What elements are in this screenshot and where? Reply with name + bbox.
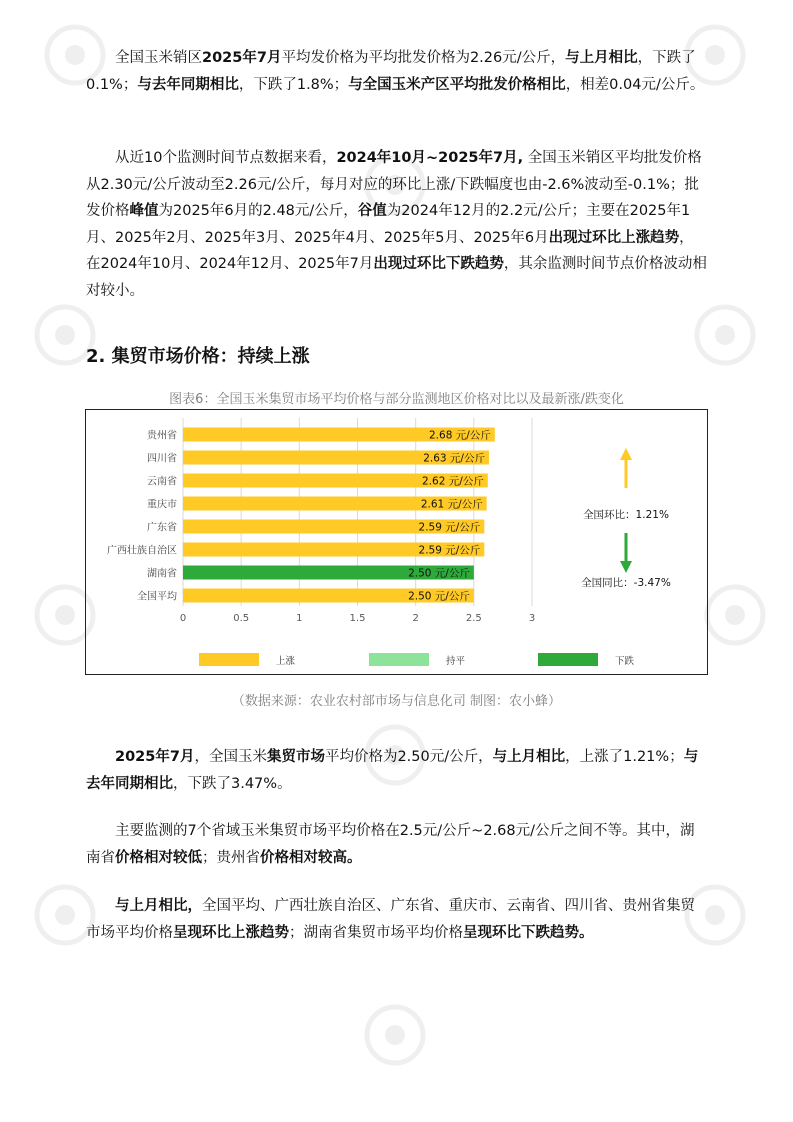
bar-chart-svg <box>86 410 707 674</box>
x-tick-label: 0.5 <box>233 613 250 624</box>
down-arrow-head <box>620 561 632 573</box>
legend-label: 下跌 <box>615 656 635 667</box>
x-tick-label: 1 <box>296 613 303 624</box>
legend-swatch <box>369 653 429 666</box>
bar-data-label: 2.62 元/公斤 <box>422 475 484 488</box>
paragraph-mom-trend: 与上月相比，全国平均、广西壮族自治区、广东省、重庆市、云南省、四川省、贵州省集贸市场平均价格呈现环比上涨趋势；湖南省集贸市场平均价格呈现环比下跌趋势。 <box>86 898 695 941</box>
legend-swatch <box>199 653 259 666</box>
bar-data-label: 2.63 元/公斤 <box>423 452 485 465</box>
paragraph-trend-analysis: 从近10个监测时间节点数据来看，2024年10月~2025年7月, 全国玉米销区平均批发价格从2.30元/公斤波动至2.26元/公斤，每月对应的环比上涨/下跌幅度也由-2.6%波动至-0.1%；批发价格峰值为2025年6月的2.48元/公斤，谷值为2024年12月的2.2元/公斤；主要在2025年1月、2025年2月、2025年3月、2025年4月、2025年5月、2025年6月出现过环比上涨趋势，在2024年10月、2024年12月、2025年7月出现过环比下跌趋势，其余监测时间节点价格波动相对较小。 <box>86 150 707 299</box>
x-tick-label: 1.5 <box>349 613 366 624</box>
figure-title: 图表6：全国玉米集贸市场平均价格与部分监测地区价格对比以及最新涨/跌变化 <box>169 392 624 407</box>
watermark-logo <box>700 580 770 650</box>
yoy-annotation: 全国同比：-3.47% <box>581 577 671 589</box>
x-tick-label: 3 <box>528 613 536 624</box>
x-tick-label: 2.5 <box>465 613 482 624</box>
category-label: 湖南省 <box>147 568 177 580</box>
bar-data-label: 2.68 元/公斤 <box>429 429 491 442</box>
category-label: 四川省 <box>147 453 177 465</box>
category-label: 全国平均 <box>137 591 177 603</box>
watermark-logo <box>360 1000 430 1070</box>
category-label: 贵州省 <box>147 430 177 442</box>
bar-data-label: 2.61 元/公斤 <box>420 498 483 511</box>
figure-source: （数据来源：农业农村部市场与信息化司 制图：农小蜂） <box>231 694 562 709</box>
legend-label: 上涨 <box>276 656 296 667</box>
bar-chart <box>85 409 708 675</box>
category-label: 广西壮族自治区 <box>107 545 177 557</box>
bar-data-label: 2.50 元/公斤 <box>408 590 470 603</box>
paragraph-sales-wholesale: 全国玉米销区2025年7月平均发价格为平均批发价格为2.26元/公斤，与上月相比，下跌了0.1%；与去年同期相比，下跌了1.8%；与全国玉米产区平均批发价格相比，相差0.04元/公斤。 <box>86 50 705 93</box>
mom-annotation: 全国环比：1.21% <box>583 509 669 521</box>
section-title: 2. 集贸市场价格：持续上涨 <box>86 346 310 367</box>
legend-swatch <box>538 653 598 666</box>
legend-label: 持平 <box>446 656 466 667</box>
bar-data-label: 2.50 元/公斤 <box>408 567 470 580</box>
bar-data-label: 2.59 元/公斤 <box>418 544 481 557</box>
watermark-logo <box>690 300 760 370</box>
category-label: 重庆市 <box>147 499 177 511</box>
paragraph-province-range: 主要监测的7个省域玉米集贸市场平均价格在2.5元/公斤~2.68元/公斤之间不等。其中，湖南省价格相对较低；贵州省价格相对较高。 <box>86 823 695 866</box>
bar-data-label: 2.59 元/公斤 <box>418 521 481 534</box>
x-tick-label: 0 <box>179 613 187 624</box>
category-label: 广东省 <box>147 522 177 534</box>
paragraph-market-price: 2025年7月，全国玉米集贸市场平均价格为2.50元/公斤，与上月相比，上涨了1.21%；与去年同期相比，下跌了3.47%。 <box>86 749 699 792</box>
up-arrow-head <box>620 448 632 460</box>
category-label: 云南省 <box>147 476 177 488</box>
x-tick-label: 2 <box>412 613 419 624</box>
